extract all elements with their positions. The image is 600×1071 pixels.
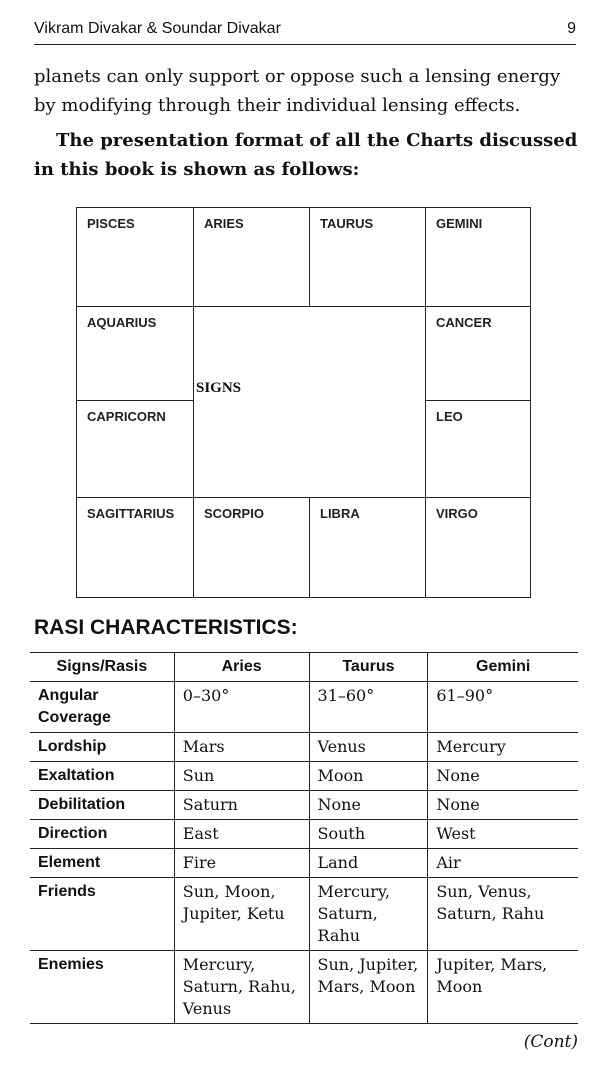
column-header: Aries xyxy=(174,653,309,682)
table-cell: Sun xyxy=(174,762,309,791)
table-row xyxy=(30,951,578,1024)
table-cell: Mercury, Saturn, Rahu xyxy=(309,878,428,951)
table-cell: Mercury xyxy=(428,733,578,762)
table-cell: East xyxy=(174,820,309,849)
table-cell: Sun, Moon, Jupiter, Ketu xyxy=(174,878,309,951)
body-paragraph-2 xyxy=(34,126,579,184)
table-cell: West xyxy=(428,820,578,849)
table-row xyxy=(30,849,578,878)
table-cell: None xyxy=(428,762,578,791)
chart-cell-leo: LEO xyxy=(425,400,531,498)
row-label: Exaltation xyxy=(30,762,174,791)
section-title: RASI CHARACTERISTICS: xyxy=(34,616,298,639)
table-row xyxy=(30,733,578,762)
chart-cell-libra: LIBRA xyxy=(309,497,426,598)
table-row xyxy=(30,762,578,791)
table-cell: Sun, Venus, Saturn, Rahu xyxy=(428,878,578,951)
table-cell: Land xyxy=(309,849,428,878)
chart-center-label: SIGNS xyxy=(196,380,242,396)
table-cell: 0–30° xyxy=(174,682,309,733)
table-cell: None xyxy=(309,791,428,820)
table-cell: Venus xyxy=(309,733,428,762)
chart-cell-aquarius: AQUARIUS xyxy=(76,306,194,401)
row-label: Element xyxy=(30,849,174,878)
chart-cell-pisces: PISCES xyxy=(76,207,194,307)
table-cell: Mercury, Saturn, Rahu, Venus xyxy=(174,951,309,1024)
table-row xyxy=(30,682,578,733)
table-cell: Air xyxy=(428,849,578,878)
table-cell: Jupiter, Mars, Moon xyxy=(428,951,578,1024)
row-label: Angular Coverage xyxy=(30,682,174,733)
chart-center xyxy=(193,306,426,498)
column-header: Taurus xyxy=(309,653,428,682)
row-label: Enemies xyxy=(30,951,174,1024)
table-row xyxy=(30,820,578,849)
table-row xyxy=(30,791,578,820)
table-cell: 31–60° xyxy=(309,682,428,733)
row-label: Lordship xyxy=(30,733,174,762)
table-cell: Fire xyxy=(174,849,309,878)
body-paragraph-1: planets can only support or oppose such a lensing energy by modifying through their individual lensing effects. xyxy=(34,66,561,116)
row-label: Debilitation xyxy=(30,791,174,820)
table-cell: Mars xyxy=(174,733,309,762)
row-label: Direction xyxy=(30,820,174,849)
chart-cell-scorpio: SCORPIO xyxy=(193,497,310,598)
table-cell: Sun, Jupiter, Mars, Moon xyxy=(309,951,428,1024)
chart-cell-taurus: TAURUS xyxy=(309,207,426,307)
chart-cell-gemini: GEMINI xyxy=(425,207,531,307)
page-header xyxy=(34,18,576,45)
chart-cell-aries: ARIES xyxy=(193,207,310,307)
page-number: 9 xyxy=(567,20,576,37)
table-header-row xyxy=(30,653,578,682)
chart-cell-capricorn: CAPRICORN xyxy=(76,400,194,498)
running-header-authors: Vikram Divakar & Soundar Divakar xyxy=(34,20,281,37)
table-cell: Moon xyxy=(309,762,428,791)
table-row xyxy=(30,878,578,951)
chart-cell-cancer: CANCER xyxy=(425,306,531,401)
table-cell: South xyxy=(309,820,428,849)
chart-cell-virgo: VIRGO xyxy=(425,497,531,598)
rasi-characteristics-table xyxy=(30,652,578,1024)
column-header: Signs/Rasis xyxy=(30,653,174,682)
continuation-marker: (Cont) xyxy=(523,1032,578,1052)
signs-chart xyxy=(76,207,531,598)
column-header: Gemini xyxy=(428,653,578,682)
table-cell: None xyxy=(428,791,578,820)
row-label: Friends xyxy=(30,878,174,951)
format-intro-text: The presentation format of all the Charts discussed in this book is shown as follows: xyxy=(34,130,578,180)
table-cell: Saturn xyxy=(174,791,309,820)
chart-cell-sagittarius: SAGITTARIUS xyxy=(76,497,194,598)
table-cell: 61–90° xyxy=(428,682,578,733)
